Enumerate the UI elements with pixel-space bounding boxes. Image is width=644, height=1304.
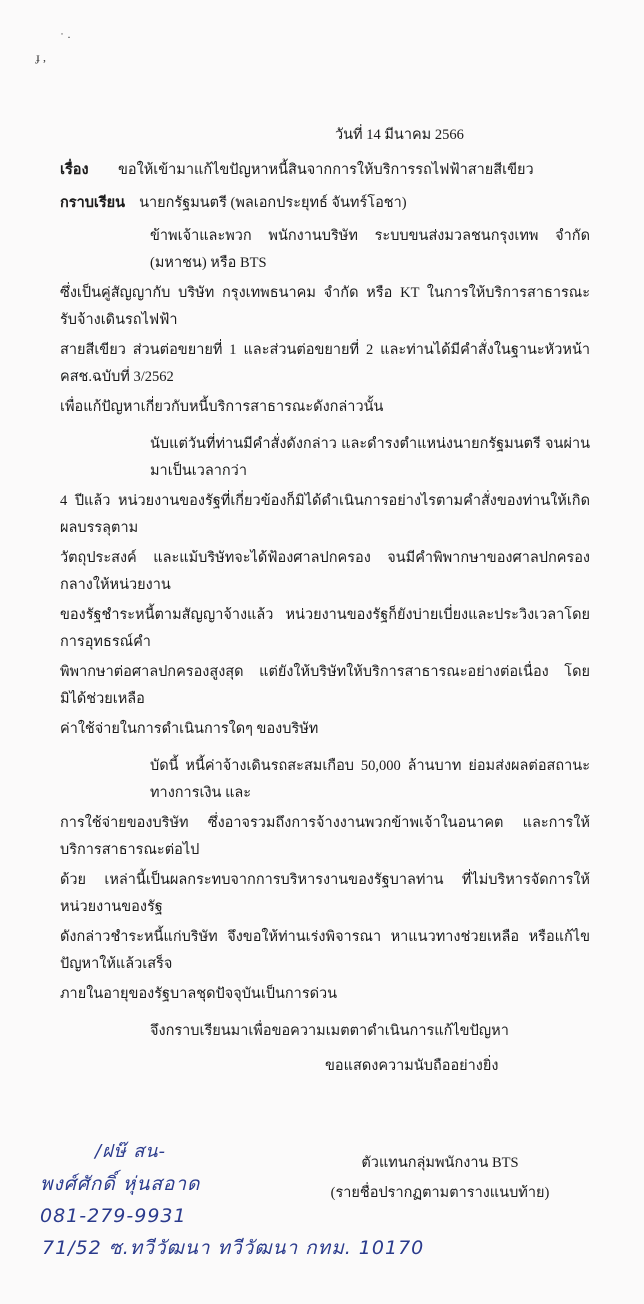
handwritten-name: พงศ์ศักดิ์ หุ่นสอาด <box>40 1173 201 1195</box>
closing-line: จึงกราบเรียนมาเพื่อขอความเมตตาดำเนินการแก้ไขปัญหา <box>150 1023 509 1039</box>
paragraph-3-line: ภายในอายุของรัฐบาลชุดปัจจุบันเป็นการด่วน <box>60 986 338 1002</box>
paragraph-1 <box>60 223 590 421</box>
paragraph-2-line: วัตถุประสงค์ และแม้บริษัทจะได้ฟ้องศาลปกครอง จนมีคำพิพากษาของศาลปกครองกลางให้หน่วยงาน <box>60 550 590 593</box>
letter-date: วันที่ 14 มีนาคม 2566 <box>335 127 464 143</box>
paragraph-1-line: สายสีเขียว ส่วนต่อขยายที่ 1 และส่วนต่อขยายที่ 2 และท่านได้มีคำสั่งในฐานะหัวหน้า คสช.ฉบับที่ 3/2562 <box>60 342 590 385</box>
subject-row <box>60 157 590 184</box>
signature-area <box>40 1136 590 1232</box>
scan-mark: ˙ · <box>60 30 71 44</box>
paragraph-2-line: นับแต่วันที่ท่านมีคำสั่งดังกล่าว และดำรงตำแหน่งนายกรัฐมนตรี จนผ่านมาเป็นเวลากว่า <box>150 436 590 479</box>
handwritten-address: 71/52 ซ.ทวีวัฒนา ทวีวัฒนา กทม. 10170 <box>42 1237 425 1259</box>
subject-text: ขอให้เข้ามาแก้ไขปัญหาหนี้สินจากการให้บริการรถไฟฟ้าสายสีเขียว <box>118 162 534 178</box>
paragraph-1-line: ข้าพเจ้าและพวก พนักงานบริษัท ระบบขนส่งมวลชนกรุงเทพ จำกัด (มหาชน) หรือ BTS <box>150 228 590 271</box>
signer-block <box>290 1136 590 1210</box>
scan-mark: ɟ , <box>36 50 46 64</box>
signer-title: ตัวแทนกลุ่มพนักงาน BTS <box>361 1155 519 1171</box>
paragraph-3-line: บัดนี้ หนี้ค่าจ้างเดินรถสะสมเกือบ 50,000 ล้านบาท ย่อมส่งผลต่อสถานะทางการเงิน และ <box>150 758 590 801</box>
paragraph-2-line: พิพากษาต่อศาลปกครองสูงสุด แต่ยังให้บริษัทให้บริการสาธารณะอย่างต่อเนื่อง โดยมิได้ช่วยเหลือ <box>60 664 590 707</box>
salutation-text: นายกรัฐมนตรี (พลเอกประยุทธ์ จันทร์โอชา) <box>139 195 407 211</box>
regards-line: ขอแสดงความนับถืออย่างยิ่ง <box>325 1058 499 1074</box>
scan-marks <box>36 26 590 122</box>
paragraph-2-line: ของรัฐชำระหนี้ตามสัญญาจ้างแล้ว หน่วยงานของรัฐก็ยังบ่ายเบี่ยงและประวิงเวลาโดยการอุทธรณ์คำ <box>60 607 590 650</box>
paragraph-2-line: ค่าใช้จ่ายในการดำเนินการใดๆ ของบริษัท <box>60 721 319 737</box>
paragraph-1-line: ซึ่งเป็นคู่สัญญากับ บริษัท กรุงเทพธนาคม จำกัด หรือ KT ในการให้บริการสาธารณะ รับจ้างเดินรถไฟฟ้า <box>60 285 590 328</box>
signer-note: (รายชื่อปรากฏตามตารางแนบท้าย) <box>330 1185 550 1201</box>
paragraph-2 <box>60 431 590 743</box>
paragraph-3 <box>60 753 590 1008</box>
handwritten-signature: /ฝษ๊ สน- <box>95 1141 166 1162</box>
salutation-label: กราบเรียน <box>60 195 126 211</box>
subject-label: เรื่อง <box>60 162 89 178</box>
paragraph-3-line: ด้วย เหล่านี้เป็นผลกระทบจากการบริหารงานของรัฐบาลท่าน ที่ไม่บริหารจัดการให้หน่วยงานของรัฐ <box>60 872 590 915</box>
paragraph-3-line: ดังกล่าวชำระหนี้แก่บริษัท จึงขอให้ท่านเร่งพิจารณา หาแนวทางช่วยเหลือ หรือแก้ไขปัญหาให้แล้วเสร็จ <box>60 929 590 972</box>
paragraph-2-line: 4 ปีแล้ว หน่วยงานของรัฐที่เกี่ยวข้องก็มิได้ดำเนินการอย่างไรตามคำสั่งของท่านให้เกิดผลบรรลุตาม <box>60 493 590 536</box>
paragraph-1-line: เพื่อแก้ปัญหาเกี่ยวกับหนี้บริการสาธารณะดังกล่าวนั้น <box>60 399 384 415</box>
handwritten-block <box>40 1136 290 1232</box>
paragraph-3-line: การใช้จ่ายของบริษัท ซึ่งอาจรวมถึงการจ้างงานพวกข้าพเจ้าในอนาคต และการให้บริการสาธารณะต่อไป <box>60 815 590 858</box>
handwritten-phone: 081-279-9931 <box>40 1205 187 1227</box>
salutation-row <box>60 190 590 217</box>
